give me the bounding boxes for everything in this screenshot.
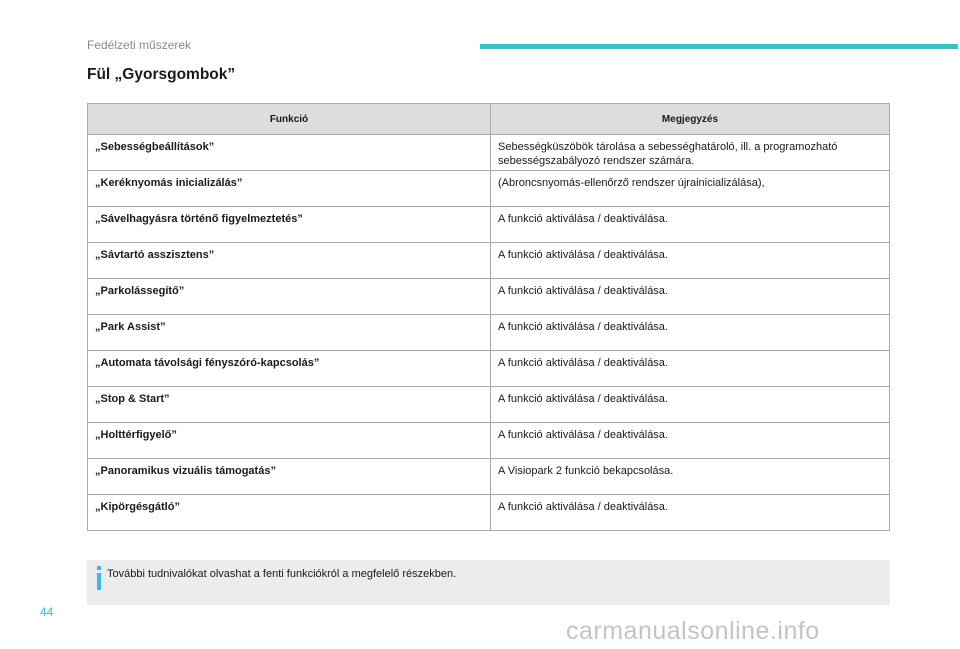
function-name-cell: „Sávelhagyásra történő figyelmeztetés” bbox=[88, 207, 491, 243]
table-row bbox=[88, 351, 890, 387]
function-name-cell: „Sebességbeállítások” bbox=[88, 135, 491, 171]
table-row bbox=[88, 279, 890, 315]
table-row bbox=[88, 459, 890, 495]
page-number: 44 bbox=[40, 605, 54, 619]
table-row bbox=[88, 171, 890, 207]
function-name-cell: „Park Assist” bbox=[88, 315, 491, 351]
section-title: Fül „Gyorsgombok” bbox=[87, 66, 236, 83]
function-name-cell: „Automata távolsági fényszóró-kapcsolás” bbox=[88, 351, 491, 387]
info-note-text: További tudnivalókat olvashat a fenti funkciókról a megfelelő részekben. bbox=[107, 568, 457, 580]
function-note-cell: A funkció aktiválása / deaktiválása. bbox=[491, 207, 890, 243]
function-name-cell: „Kipörgésgátló” bbox=[88, 495, 491, 531]
table-row bbox=[88, 207, 890, 243]
table-row bbox=[88, 135, 890, 171]
function-name-cell: „Stop & Start” bbox=[88, 387, 491, 423]
function-note-cell: Sebességküszöbök tárolása a sebességhatároló, ill. a programozható sebességszabályozó rendszer számára. bbox=[491, 135, 890, 171]
column-header-note: Megjegyzés bbox=[491, 104, 890, 135]
header-section-label: Fedélzeti műszerek bbox=[87, 38, 192, 52]
function-note-cell: A funkció aktiválása / deaktiválása. bbox=[491, 351, 890, 387]
function-note-cell: A funkció aktiválása / deaktiválása. bbox=[491, 387, 890, 423]
function-note-cell: A Visiopark 2 funkció bekapcsolása. bbox=[491, 459, 890, 495]
function-name-cell: „Keréknyomás inicializálás” bbox=[88, 171, 491, 207]
table-header-row bbox=[88, 104, 890, 135]
function-name-cell: „Sávtartó asszisztens” bbox=[88, 243, 491, 279]
function-note-cell: (Abroncsnyomás-ellenőrző rendszer újrainicializálása), bbox=[491, 171, 890, 207]
info-note bbox=[87, 560, 890, 605]
table-row bbox=[88, 315, 890, 351]
function-name-cell: „Holttérfigyelő” bbox=[88, 423, 491, 459]
function-note-cell: A funkció aktiválása / deaktiválása. bbox=[491, 279, 890, 315]
function-note-cell: A funkció aktiválása / deaktiválása. bbox=[491, 243, 890, 279]
function-note-cell: A funkció aktiválása / deaktiválása. bbox=[491, 495, 890, 531]
table-row bbox=[88, 243, 890, 279]
header-accent-bar bbox=[480, 44, 958, 49]
table-row bbox=[88, 387, 890, 423]
function-name-cell: „Parkolássegítő” bbox=[88, 279, 491, 315]
function-note-cell: A funkció aktiválása / deaktiválása. bbox=[491, 315, 890, 351]
table-row bbox=[88, 423, 890, 459]
column-header-function: Funkció bbox=[88, 104, 491, 135]
info-icon bbox=[95, 566, 103, 590]
function-name-cell: „Panoramikus vizuális támogatás” bbox=[88, 459, 491, 495]
watermark: carmanualsonline.info bbox=[566, 617, 820, 645]
quick-buttons-table bbox=[87, 103, 890, 531]
function-note-cell: A funkció aktiválása / deaktiválása. bbox=[491, 423, 890, 459]
table-row bbox=[88, 495, 890, 531]
